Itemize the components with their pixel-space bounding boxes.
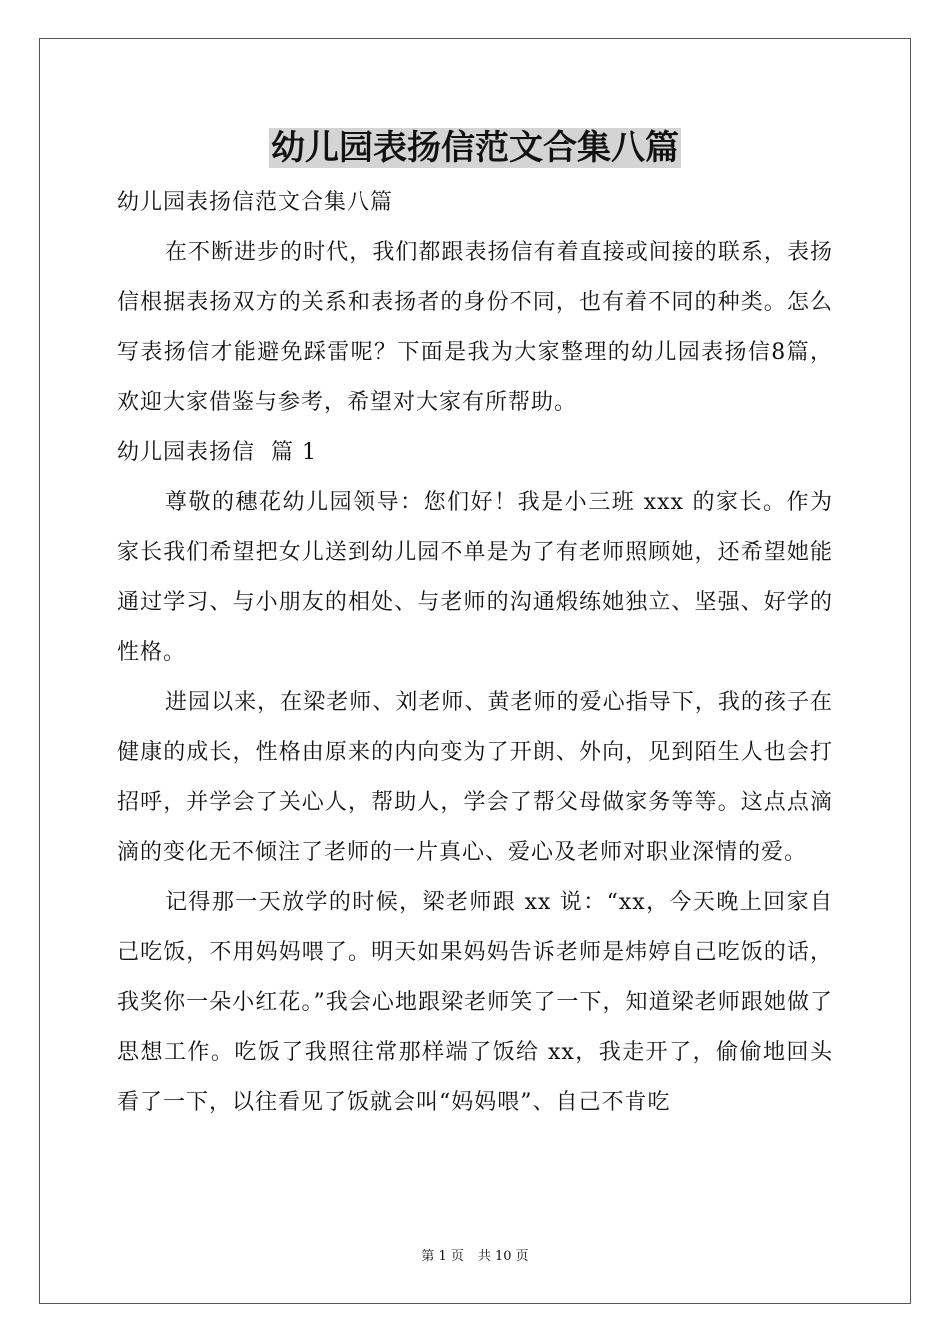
page-total: 共 10 页 (477, 1249, 529, 1264)
page-number: 第 1 页 (421, 1249, 464, 1264)
document-body (117, 178, 833, 1128)
document-subtitle: 幼儿园表扬信范文合集八篇 (117, 190, 394, 215)
section-heading: 幼儿园表扬信 篇 1 (117, 440, 317, 465)
intro-paragraph: 在不断进步的时代，我们都跟表扬信有着直接或间接的联系，表扬信根据表扬双方的关系和表扬者的身份不同，也有着不同的种类。怎么写表扬信才能避免踩雷呢？下面是我为大家整理的幼儿园表扬信8篇，欢迎大家借鉴与参考，希望对大家有所帮助。 (117, 240, 833, 415)
page-footer (0, 1247, 950, 1267)
body-paragraph-3: 记得那一天放学的时候，梁老师跟 xx 说：“xx，今天晚上回家自己吃饭，不用妈妈喂了。明天如果妈妈告诉老师是炜婷自己吃饭的话，我奖你一朵小红花。”我会心地跟梁老师笑了一下，知道梁老师跟她做了思想工作。吃饭了我照往常那样端了饭给 xx，我走开了，偷偷地回头看了一下，以往看见了饭就会叫“妈妈喂”、自己不肯吃 (117, 890, 833, 1115)
body-paragraph-1: 尊敬的穗花幼儿园领导：您们好！我是小三班 xxx 的家长。作为家长我们希望把女儿送到幼儿园不单是为了有老师照顾她，还希望她能通过学习、与小朋友的相处、与老师的沟通煅练她独立、坚强、好学的性格。 (117, 490, 833, 665)
document-title (0, 120, 950, 176)
document-title-text: 幼儿园表扬信范文合集八篇 (271, 128, 679, 168)
body-paragraph-2: 进园以来，在梁老师、刘老师、黄老师的爱心指导下，我的孩子在健康的成长，性格由原来的内向变为了开朗、外向，见到陌生人也会打招呼，并学会了关心人，帮助人，学会了帮父母做家务等等。这点点滴滴的变化无不倾注了老师的一片真心、爱心及老师对职业深情的爱。 (117, 690, 833, 865)
